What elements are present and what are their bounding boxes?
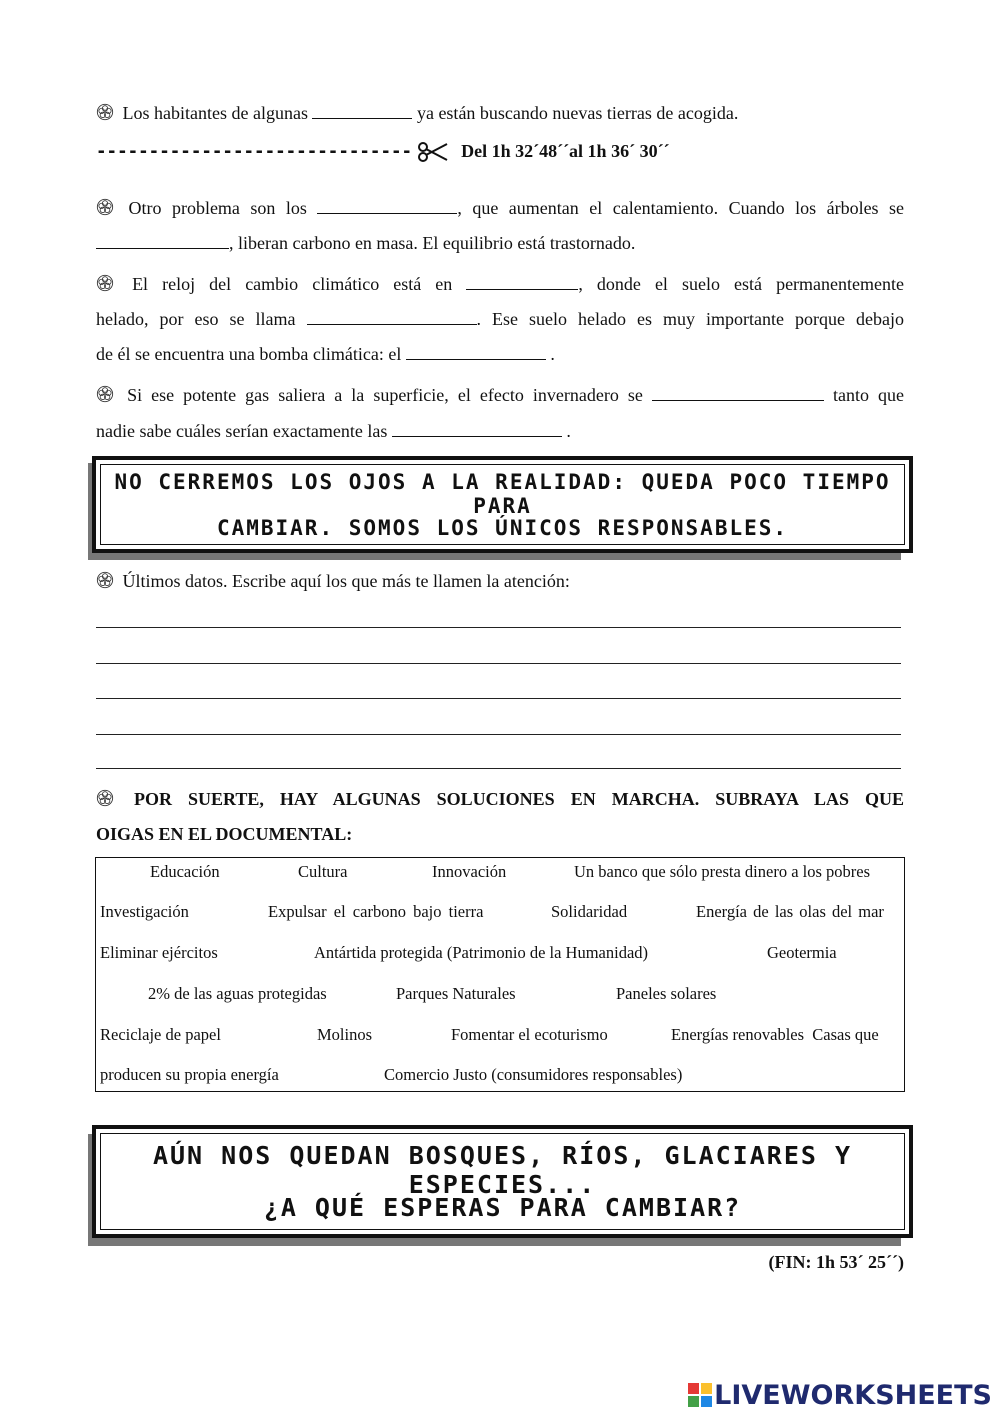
question-2-line-1 <box>96 197 904 219</box>
q1-blank[interactable] <box>312 104 412 119</box>
cut-line <box>96 140 904 170</box>
question-6-line-1 <box>96 788 904 810</box>
solution-item[interactable]: Expulsar el carbono bajo tierra <box>268 902 484 921</box>
solutions-box <box>95 857 905 1092</box>
question-3-line-2 <box>96 308 904 330</box>
q4-text-3: nadie sabe cuáles serían exactamente las <box>96 421 388 441</box>
banner-2-line-1: AÚN NOS QUEDAN BOSQUES, RÍOS, GLACIARES Y ESPECIES... <box>152 1141 853 1199</box>
banner-1-line-1: NO CERREMOS LOS OJOS A LA REALIDAD: QUEDA POCO TIEMPO PARA <box>114 470 891 518</box>
q6-text-1: POR SUERTE, HAY ALGUNAS SOLUCIONES EN MARCHA. SUBRAYA LAS QUE <box>134 789 904 809</box>
solution-item[interactable]: Energía de las olas del mar <box>696 902 884 921</box>
banner-2-line-2: ¿A QUÉ ESPERAS PARA CAMBIAR? <box>263 1193 742 1222</box>
solution-item[interactable]: 2% de las aguas protegidas <box>148 984 327 1003</box>
q4-text-4: . <box>566 421 571 441</box>
solution-item[interactable]: Reciclaje de papel <box>100 1025 221 1044</box>
question-3-line-3 <box>96 343 904 365</box>
q2-text-2: , que aumentan el calentamiento. Cuando los árboles se <box>457 198 905 218</box>
flower-icon <box>96 385 114 403</box>
logo-text: LIVEWORKSHEETS <box>714 1380 992 1411</box>
answer-line-1[interactable] <box>96 627 901 628</box>
end-time: (FIN: 1h 53´ 25´´) <box>768 1252 904 1272</box>
q3-blank-3[interactable] <box>406 345 546 360</box>
flower-icon <box>96 571 114 589</box>
scissors-icon <box>417 141 449 163</box>
q4-text-2: tanto que <box>833 385 905 405</box>
question-5 <box>96 570 904 592</box>
liveworksheets-logo[interactable] <box>688 1380 992 1411</box>
solution-item[interactable]: Investigación <box>100 902 189 921</box>
q3-text-4: . Ese suelo helado es muy importante porque debajo <box>476 309 905 329</box>
solution-item[interactable]: Molinos <box>317 1025 373 1044</box>
cut-time-label: Del 1h 32´48´´al 1h 36´ 30´´ <box>461 141 670 162</box>
solution-item[interactable]: Innovación <box>432 862 507 881</box>
solution-item[interactable]: Comercio Justo (consumidores responsables) <box>384 1065 683 1084</box>
question-3-line-1 <box>96 273 904 295</box>
q2-blank-1[interactable] <box>317 199 457 214</box>
q5-text: Últimos datos. Escribe aquí los que más te llamen la atención: <box>122 571 570 591</box>
solution-item[interactable]: Fomentar el ecoturismo <box>451 1025 608 1044</box>
cut-dashes: ------------------------------ <box>96 141 413 162</box>
q6-text-2: OIGAS EN EL DOCUMENTAL: <box>96 824 353 844</box>
banner-1-line-2: CAMBIAR. SOMOS LOS ÚNICOS RESPONSABLES. <box>216 516 789 540</box>
q1-text-after: ya están buscando nuevas tierras de acogida. <box>416 103 739 123</box>
answer-line-2[interactable] <box>96 663 901 664</box>
question-1 <box>96 102 904 124</box>
q2-blank-2[interactable] <box>96 234 229 249</box>
q2-text-1: Otro problema son los <box>128 198 307 218</box>
answer-line-3[interactable] <box>96 698 901 699</box>
q4-blank-1[interactable] <box>652 386 824 401</box>
question-2-line-2 <box>96 232 904 254</box>
solution-item[interactable]: Paneles solares <box>616 984 717 1003</box>
solution-item[interactable]: Geotermia <box>767 943 837 962</box>
flower-icon <box>96 789 114 807</box>
q4-text-1: Si ese potente gas saliera a la superficie, el efecto invernadero se <box>127 385 643 405</box>
flower-icon <box>96 198 114 216</box>
q3-blank-2[interactable] <box>307 310 477 325</box>
answer-line-5[interactable] <box>96 768 901 769</box>
banner-2 <box>92 1125 913 1238</box>
question-6-line-2 <box>96 823 904 845</box>
solution-item[interactable]: Energías renovables Casas que <box>671 1025 879 1044</box>
solution-item[interactable]: Educación <box>150 862 220 881</box>
solution-item[interactable]: Parques Naturales <box>396 984 516 1003</box>
solution-item[interactable]: Un banco que sólo presta dinero a los pobres <box>574 862 871 881</box>
q3-text-1: El reloj del cambio climático está en <box>132 274 453 294</box>
flower-icon <box>96 103 114 121</box>
q2-text-3: , liberan carbono en masa. El equilibrio está trastornado. <box>229 233 636 253</box>
q3-blank-1[interactable] <box>466 275 578 290</box>
q3-text-6: . <box>550 344 555 364</box>
q3-text-3: helado, por eso se llama <box>96 309 296 329</box>
q3-text-5: de él se encuentra una bomba climática: el <box>96 344 402 364</box>
q3-text-2: , donde el suelo está permanentemente <box>578 274 905 294</box>
answer-line-4[interactable] <box>96 734 901 735</box>
solution-item[interactable]: Solidaridad <box>551 902 628 921</box>
solution-item[interactable]: Cultura <box>298 862 348 881</box>
solution-item[interactable]: Antártida protegida (Patrimonio de la Humanidad) <box>314 943 649 962</box>
question-4-line-1 <box>96 384 904 406</box>
banner-1 <box>92 456 913 553</box>
solution-item[interactable]: Eliminar ejércitos <box>100 943 218 962</box>
q4-blank-2[interactable] <box>392 422 562 437</box>
q1-text-before: Los habitantes de algunas <box>122 103 308 123</box>
liveworksheets-logo-icon <box>688 1383 712 1407</box>
question-4-line-2 <box>96 420 904 442</box>
flower-icon <box>96 274 114 292</box>
solution-item[interactable]: producen su propia energía <box>100 1065 279 1084</box>
